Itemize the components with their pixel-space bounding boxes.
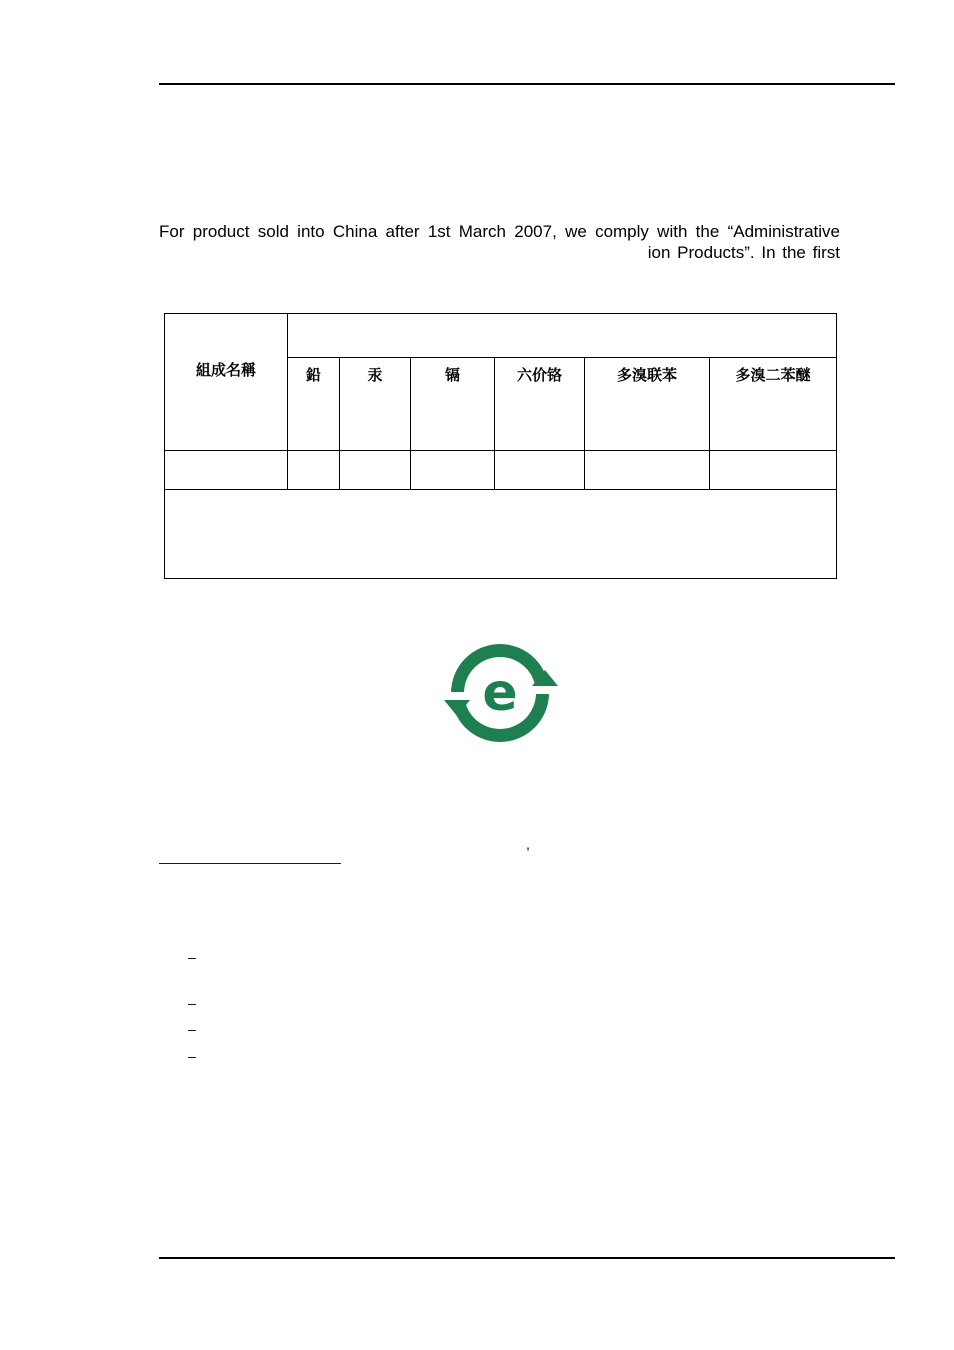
footer-rule	[159, 1257, 895, 1259]
col-mercury: 汞	[340, 358, 411, 451]
header-rule	[159, 83, 895, 85]
svg-text:e: e	[482, 663, 518, 723]
china-rohs-e-recycle-logo-icon	[440, 640, 560, 746]
table-cell	[495, 451, 585, 490]
col-hexavalent-chromium: 六价铬	[495, 358, 585, 451]
col-lead: 鉛	[288, 358, 340, 451]
table-row	[165, 451, 837, 490]
intro-line-2: ion Products”. In the first	[647, 243, 840, 262]
component-name-header	[165, 314, 288, 451]
table-cell	[288, 451, 340, 490]
substances-group-header	[288, 314, 837, 358]
list-bullet: –	[188, 949, 196, 965]
col-pbde: 多溴二苯醚	[710, 358, 837, 451]
list-bullet: –	[188, 995, 196, 1011]
hyperlink[interactable]	[159, 845, 341, 864]
hazardous-substances-table	[164, 313, 837, 579]
table-footnote-cell	[165, 490, 837, 579]
list-bullet: –	[188, 1048, 196, 1064]
col-pbb: 多溴联苯	[585, 358, 710, 451]
table-cell	[165, 451, 288, 490]
stray-comma: ,	[526, 836, 530, 852]
table-cell	[411, 451, 495, 490]
col-cadmium: 镉	[411, 358, 495, 451]
intro-paragraph	[159, 221, 840, 263]
list-bullet: –	[188, 1021, 196, 1037]
table-cell	[340, 451, 411, 490]
intro-line-1: For product sold into China after 1st March 2007, we comply with the “Administrative	[159, 222, 840, 241]
table-cell	[585, 451, 710, 490]
component-name-label: 組成名稱	[195, 360, 256, 379]
table-cell	[710, 451, 837, 490]
